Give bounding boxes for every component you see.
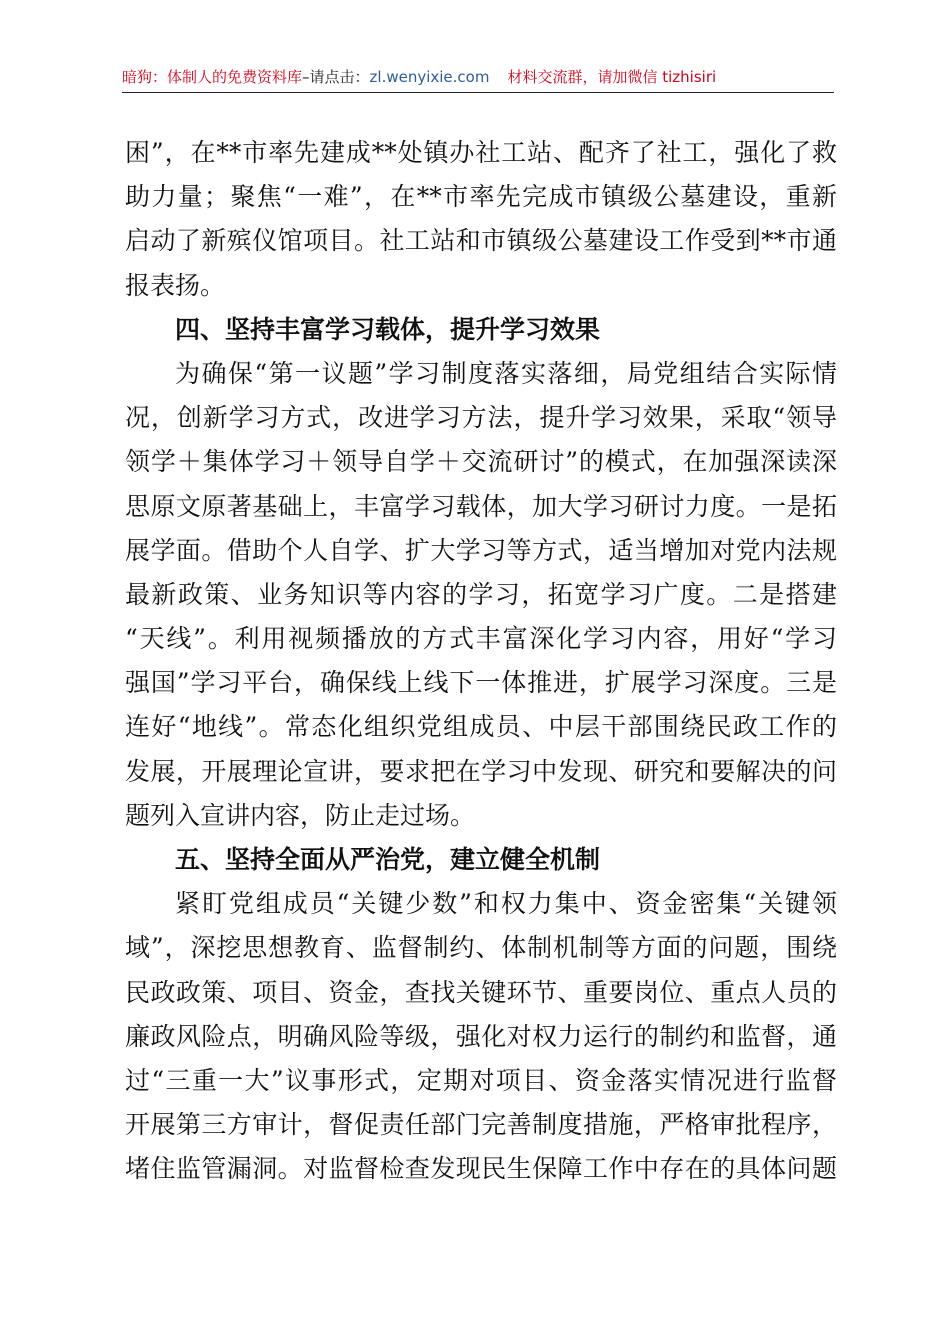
header-click-prompt: –请点击： [302,68,370,86]
paragraph-line: 领学＋集体学习＋领导自学＋交流研讨”的模式，在加强深读深 [125,447,837,477]
paragraph-line: 开展第三方审计，督促责任部门完善制度措施，严格审批程序， [125,1110,837,1140]
header-link[interactable]: zl.wenyixie.com [369,68,490,86]
paragraph-line: 最新政策、业务知识等内容的学习，拓宽学习广度。二是搭建 [125,579,837,609]
paragraph-line: 连好“地线”。常态化组织党组成员、中层干部围绕民政工作的 [125,712,837,742]
paragraph-line: 报表扬。 [125,270,226,300]
paragraph-line: 题列入宣讲内容，防止走过场。 [125,800,476,830]
paragraph-line: 过“三重一大”议事形式，定期对项目、资金落实情况进行监督 [125,1065,837,1095]
section-heading-4: 四、坚持丰富学习载体，提升学习效果 [175,314,601,344]
paragraph-line: 紧盯党组成员“关键少数”和权力集中、资金密集“关键领 [175,889,837,919]
section-heading-5: 五、坚持全面从严治党，建立健全机制 [175,845,601,874]
header-site-name: 暗狗：体制人的免费资料库 [122,68,303,86]
paragraph-line: 为确保“第一议题”学习制度落实落细，局党组结合实际情 [175,358,837,388]
paragraph-line: 思原文原著基础上，丰富学习载体，加大学习研讨力度。一是拓 [125,491,837,521]
paragraph-line: 展学面。借助个人自学、扩大学习等方式，适当增加对党内法规 [125,535,837,565]
paragraph-line: 发展，开展理论宣讲，要求把在学习中发现、研究和要解决的问 [125,756,837,786]
paragraph-line: 廉政风险点，明确风险等级，强化对权力运行的制约和监督，通 [125,1021,837,1051]
paragraph-line: 堵住监管漏洞。对监督检查发现民生保障工作中存在的具体问题 [125,1154,837,1184]
paragraph-line: 启动了新殡仪馆项目。社工站和市镇级公墓建设工作受到**市通 [125,226,837,256]
paragraph-line: 况，创新学习方式，改进学习方法，提升学习效果，采取“领导 [125,403,837,433]
paragraph-line: 域”，深挖思想教育、监督制约、体制机制等方面的问题，围绕 [125,933,837,963]
paragraph-line: 助力量；聚焦“一难”，在**市率先完成市镇级公墓建设，重新 [125,182,837,212]
paragraph-line: “天线”。利用视频播放的方式丰富深化学习内容，用好“学习 [125,624,837,654]
page-header [122,62,834,93]
paragraph-line: 困”，在**市率先建成**处镇办社工站、配齐了社工，强化了救 [125,138,837,167]
paragraph-line: 强国”学习平台，确保线上线下一体推进，扩展学习深度。三是 [125,668,837,698]
header-wechat-note: 材料交流群，请加微信 tizhisiri [507,68,717,86]
paragraph-line: 民政政策、项目、资金，查找关键环节、重要岗位、重点人员的 [125,977,837,1007]
document-body [125,131,837,1192]
